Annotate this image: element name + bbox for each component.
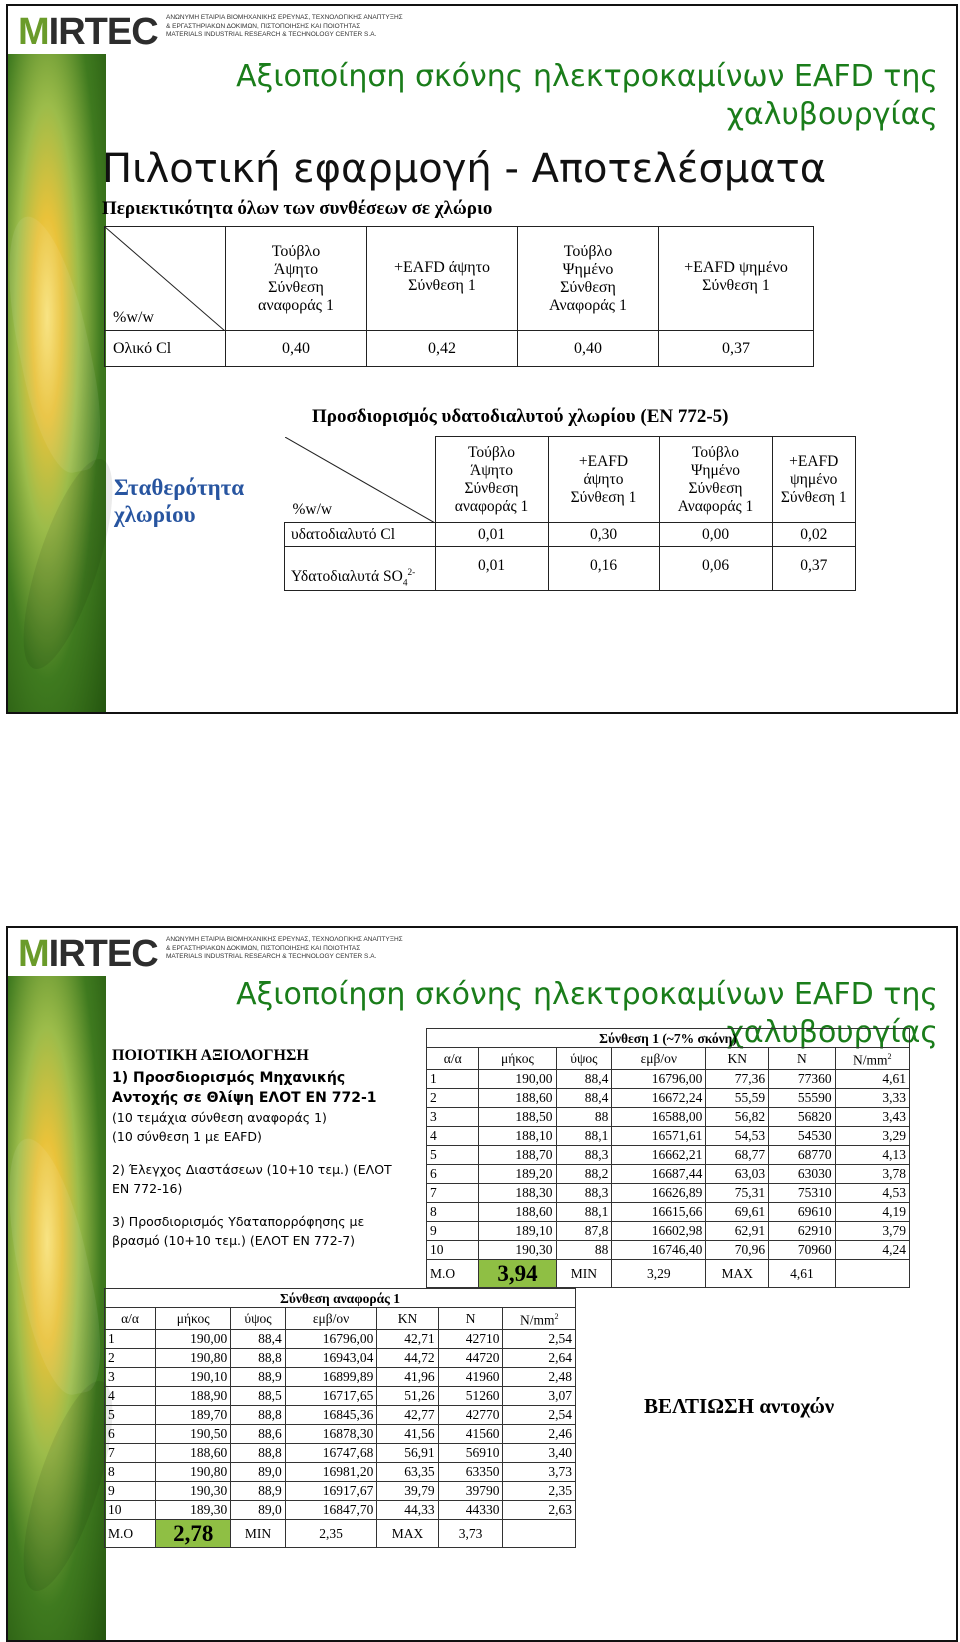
table-cell: 16662,21 xyxy=(612,1145,706,1164)
table-cell: 88,8 xyxy=(231,1348,285,1367)
column-header: $N/mm^2$ xyxy=(835,1048,909,1070)
table-cell: 2,46 xyxy=(503,1424,576,1443)
table-cell: 70,96 xyxy=(706,1240,769,1259)
table-cell: 3,73 xyxy=(503,1462,576,1481)
table-cell: 16878,30 xyxy=(285,1424,377,1443)
max-label: MAX xyxy=(377,1519,438,1547)
table-cell: 16747,68 xyxy=(285,1443,377,1462)
table-cell: 0,37 xyxy=(659,331,814,367)
table-caption: Σύνθεση 1 (~7% σκόνη) xyxy=(427,1029,910,1048)
table-cell: 88 xyxy=(556,1240,612,1259)
table-cell: 188,10 xyxy=(479,1126,556,1145)
topic-title: Αξιοποίηση σκόνης ηλεκτροκαμίνων EAFD της χαλυβουργίας xyxy=(236,977,938,1050)
table-cell: 0,01 xyxy=(435,547,548,591)
table-row xyxy=(427,1221,910,1240)
column-header: α/α xyxy=(427,1048,479,1070)
total-chlorine-table xyxy=(104,226,814,367)
mirtec-logo: MIRTEC xyxy=(18,11,158,53)
table-cell: 3,78 xyxy=(835,1164,909,1183)
table-cell: 89,0 xyxy=(231,1500,285,1519)
table-cell: 42,77 xyxy=(377,1405,438,1424)
min-value: 3,29 xyxy=(612,1259,706,1287)
table-row xyxy=(427,1240,910,1259)
table-cell: 88,9 xyxy=(231,1367,285,1386)
table-cell: 6 xyxy=(105,1424,156,1443)
table-cell: 4 xyxy=(105,1386,156,1405)
evaluation-heading: ΠΟΙΟΤΙΚΗ ΑΞΙΟΛΟΓΗΣΗ xyxy=(112,1047,309,1064)
table-cell: 88,8 xyxy=(231,1405,285,1424)
page-title: Πιλοτική εφαρμογή - Αποτελέσματα xyxy=(102,146,827,192)
table-row xyxy=(105,1405,576,1424)
decorative-leaf-background xyxy=(8,976,106,1640)
table-cell: 190,80 xyxy=(156,1462,231,1481)
table-cell: 188,50 xyxy=(479,1107,556,1126)
table-cell: 8 xyxy=(105,1462,156,1481)
table-cell: 4,24 xyxy=(835,1240,909,1259)
table-cell: 88 xyxy=(556,1107,612,1126)
table-cell: 88,4 xyxy=(556,1069,612,1088)
table-cell: 0,40 xyxy=(518,331,659,367)
table-row xyxy=(427,1107,910,1126)
table-header-cell: +EAFD άψητο Σύνθεση 1 xyxy=(548,437,659,523)
table-header-cell: +EAFD άψητο Σύνθεση 1 xyxy=(367,227,518,331)
table-cell: 3,33 xyxy=(835,1088,909,1107)
table-cell: 3,79 xyxy=(835,1221,909,1240)
item-1-title: 1) Προσδιορισμός Μηχανικής xyxy=(112,1070,346,1086)
table-cell: 4,61 xyxy=(835,1069,909,1088)
column-header: N xyxy=(769,1048,835,1070)
table-cell: 88,1 xyxy=(556,1202,612,1221)
row-label: Υδατοδιαλυτά $SO_4^{2-}$ xyxy=(285,547,436,591)
table-cell: 16847,70 xyxy=(285,1500,377,1519)
column-header: μήκος xyxy=(156,1308,231,1330)
evaluation-text xyxy=(112,1046,412,1250)
topic-title: Αξιοποίηση σκόνης ηλεκτροκαμίνων EAFD της χαλυβουργίας xyxy=(236,59,938,132)
table-cell: 44,33 xyxy=(377,1500,438,1519)
table-cell: 0,01 xyxy=(435,523,548,547)
table-cell: 63350 xyxy=(438,1462,503,1481)
table-cell: 0,16 xyxy=(548,547,659,591)
table-cell: 16571,61 xyxy=(612,1126,706,1145)
table-cell: 41,96 xyxy=(377,1367,438,1386)
table-cell: 44,72 xyxy=(377,1348,438,1367)
table-cell: 63030 xyxy=(769,1164,835,1183)
table-cell: 5 xyxy=(105,1405,156,1424)
mo-label: M.O xyxy=(427,1259,479,1287)
column-header: N xyxy=(438,1308,503,1330)
table-cell: 16588,00 xyxy=(612,1107,706,1126)
min-label: MIN xyxy=(231,1519,285,1547)
slide-2 xyxy=(6,926,958,1642)
row-label: Ολικό Cl xyxy=(105,331,226,367)
table-cell: 2,54 xyxy=(503,1329,576,1348)
table-cell: 56910 xyxy=(438,1443,503,1462)
table-cell: 16687,44 xyxy=(612,1164,706,1183)
table-row xyxy=(105,1500,576,1519)
table-cell: 189,30 xyxy=(156,1500,231,1519)
table-cell: 69610 xyxy=(769,1202,835,1221)
table-cell: 68,77 xyxy=(706,1145,769,1164)
table-row xyxy=(105,1386,576,1405)
table-cell: 39,79 xyxy=(377,1481,438,1500)
table-cell: 16717,65 xyxy=(285,1386,377,1405)
table-header-cell: +EAFD ψημένο Σύνθεση 1 xyxy=(659,227,814,331)
table-cell: 1 xyxy=(105,1329,156,1348)
table-cell: 16626,89 xyxy=(612,1183,706,1202)
table-cell: 189,10 xyxy=(479,1221,556,1240)
column-header: $N/mm^2$ xyxy=(503,1308,576,1330)
table-cell: 75310 xyxy=(769,1183,835,1202)
table-cell: 70960 xyxy=(769,1240,835,1259)
min-value: 2,35 xyxy=(285,1519,377,1547)
table-header-cell: Τούβλο Ψημένο Σύνθεση Αναφοράς 1 xyxy=(518,227,659,331)
table-cell: 6 xyxy=(427,1164,479,1183)
table-row xyxy=(105,1329,576,1348)
table-cell: 190,80 xyxy=(156,1348,231,1367)
table-cell: 9 xyxy=(105,1481,156,1500)
table-cell: 3,43 xyxy=(835,1107,909,1126)
row-label: υδατοδιαλυτό Cl xyxy=(285,523,436,547)
table-row xyxy=(105,1367,576,1386)
table-cell: 1 xyxy=(427,1069,479,1088)
table-cell: 88,9 xyxy=(231,1481,285,1500)
table-cell: 62910 xyxy=(769,1221,835,1240)
table-cell: 88,4 xyxy=(231,1329,285,1348)
column-header: μήκος xyxy=(479,1048,556,1070)
table-cell: 16917,67 xyxy=(285,1481,377,1500)
table-cell: 62,91 xyxy=(706,1221,769,1240)
table-cell: 89,0 xyxy=(231,1462,285,1481)
table-row xyxy=(105,1481,576,1500)
table-cell: 0,40 xyxy=(226,331,367,367)
table-header-cell: Τούβλο Άψητο Σύνθεση αναφοράς 1 xyxy=(435,437,548,523)
table-cell: 188,60 xyxy=(156,1443,231,1462)
column-header: KN xyxy=(706,1048,769,1070)
mean-value: 3,94 xyxy=(479,1259,556,1287)
mirtec-logo: MIRTEC xyxy=(18,933,158,975)
table-cell: 188,70 xyxy=(479,1145,556,1164)
section-title: Προσδιορισμός υδατοδιαλυτού χλωρίου (ΕΝ 772-5) xyxy=(312,406,729,427)
table-cell: 4,13 xyxy=(835,1145,909,1164)
table-cell: 54530 xyxy=(769,1126,835,1145)
table-row xyxy=(427,1069,910,1088)
table-row xyxy=(427,1126,910,1145)
decorative-leaf-background xyxy=(8,54,106,712)
table-cell: 54,53 xyxy=(706,1126,769,1145)
table-cell: 63,35 xyxy=(377,1462,438,1481)
max-value: 3,73 xyxy=(438,1519,503,1547)
table-row xyxy=(427,1202,910,1221)
table-cell: 88,3 xyxy=(556,1183,612,1202)
table-cell: 4,53 xyxy=(835,1183,909,1202)
empty-cell xyxy=(503,1519,576,1547)
table-row xyxy=(427,1183,910,1202)
table-cell: 2,64 xyxy=(503,1348,576,1367)
table-cell: 88,1 xyxy=(556,1126,612,1145)
table-cell: 10 xyxy=(105,1500,156,1519)
table-cell: 41,56 xyxy=(377,1424,438,1443)
table-corner-cell: %w/w xyxy=(105,227,226,331)
summary-row xyxy=(105,1519,576,1547)
table-cell: 42710 xyxy=(438,1329,503,1348)
table-corner-cell: %w/w xyxy=(285,437,436,523)
max-value: 4,61 xyxy=(769,1259,835,1287)
table-cell: 189,20 xyxy=(479,1164,556,1183)
improvement-label: ΒΕΛΤΙΩΣΗ αντοχών xyxy=(644,1394,835,1418)
table-cell: 7 xyxy=(105,1443,156,1462)
table-cell: 4,19 xyxy=(835,1202,909,1221)
column-header: εμβ/ον xyxy=(612,1048,706,1070)
table-cell: 51,26 xyxy=(377,1386,438,1405)
table-cell: 77,36 xyxy=(706,1069,769,1088)
item-2: 2) Έλεγχος Διαστάσεων (10+10 τεμ.) (ΕΛΟΤ xyxy=(112,1162,392,1177)
table-cell: 69,61 xyxy=(706,1202,769,1221)
table-cell: 44720 xyxy=(438,1348,503,1367)
table-cell: 2,63 xyxy=(503,1500,576,1519)
table-cell: 88,5 xyxy=(231,1386,285,1405)
table-cell: 75,31 xyxy=(706,1183,769,1202)
table-cell: 88,8 xyxy=(231,1443,285,1462)
empty-cell xyxy=(835,1259,909,1287)
table-row xyxy=(105,1443,576,1462)
table-cell: 16981,20 xyxy=(285,1462,377,1481)
table-cell: 190,00 xyxy=(479,1069,556,1088)
table-cell: 2,54 xyxy=(503,1405,576,1424)
column-header: εμβ/ον xyxy=(285,1308,377,1330)
table-cell: 4 xyxy=(427,1126,479,1145)
table-cell: 2,35 xyxy=(503,1481,576,1500)
table-cell: 16672,24 xyxy=(612,1088,706,1107)
column-header: ύψος xyxy=(231,1308,285,1330)
table-cell: 190,50 xyxy=(156,1424,231,1443)
mo-label: M.O xyxy=(105,1519,156,1547)
table-cell: 41560 xyxy=(438,1424,503,1443)
organization-text: ΑΝΩΝΥΜΗ ΕΤΑΙΡΙΑ ΒΙΟΜΗΧΑΝΙΚΗΣ ΕΡΕΥΝΑΣ, ΤΕΧΝΟΛΟΓΙΚΗΣ ΑΝΑΠΤΥΞΗΣ & ΕΡΓΑΣΤΗΡΙΑΚΩΝ ΔΟΚΙΜΩΝ, ΠΙΣΤΟΠΟΙΗΣΗΣ ΚΑΙ ΠΟΙΟΤΗΤΑΣ MATERIALS INDUSTRIAL RESEARCH & TECHNOLOGY CENTER S.A. xyxy=(166,936,403,960)
item-1-note: (10 σύνθεση 1 με EAFD) xyxy=(112,1129,262,1144)
table-row xyxy=(427,1088,910,1107)
water-soluble-chlorine-table xyxy=(284,436,856,591)
table-cell: 188,60 xyxy=(479,1088,556,1107)
table-cell: 10 xyxy=(427,1240,479,1259)
table-cell: 3,40 xyxy=(503,1443,576,1462)
table-cell: 16943,04 xyxy=(285,1348,377,1367)
table-cell: 7 xyxy=(427,1183,479,1202)
summary-row xyxy=(427,1259,910,1287)
table-cell: 55,59 xyxy=(706,1088,769,1107)
table-header-cell: Τούβλο Άψητο Σύνθεση αναφοράς 1 xyxy=(226,227,367,331)
reference-compression-table xyxy=(104,1288,576,1548)
table-cell: 190,30 xyxy=(479,1240,556,1259)
table-header-cell: Τούβλο Ψημένο Σύνθεση Αναφοράς 1 xyxy=(659,437,772,523)
table-cell: 56820 xyxy=(769,1107,835,1126)
table-cell: 188,90 xyxy=(156,1386,231,1405)
table-row xyxy=(427,1145,910,1164)
table-cell: 2,48 xyxy=(503,1367,576,1386)
table-cell: 55590 xyxy=(769,1088,835,1107)
max-label: MAX xyxy=(706,1259,769,1287)
table-cell: 56,82 xyxy=(706,1107,769,1126)
table-cell: 188,60 xyxy=(479,1202,556,1221)
table-cell: 16796,00 xyxy=(612,1069,706,1088)
table-cell: 9 xyxy=(427,1221,479,1240)
column-header: KN xyxy=(377,1308,438,1330)
side-label: Σταθερότητα χλωρίου xyxy=(114,475,245,527)
item-3: 3) Προσδιορισμός Υδαταπορρόφησης με xyxy=(112,1214,365,1229)
table-cell: 56,91 xyxy=(377,1443,438,1462)
table-cell: 3 xyxy=(427,1107,479,1126)
table-cell: 5 xyxy=(427,1145,479,1164)
table-cell: 68770 xyxy=(769,1145,835,1164)
table-cell: 16796,00 xyxy=(285,1329,377,1348)
table-cell: 0,00 xyxy=(659,523,772,547)
table-cell: 0,06 xyxy=(659,547,772,591)
table-cell: 88,6 xyxy=(231,1424,285,1443)
table-cell: 190,00 xyxy=(156,1329,231,1348)
table-cell: 2 xyxy=(427,1088,479,1107)
column-header: α/α xyxy=(105,1308,156,1330)
table-cell: 0,42 xyxy=(367,331,518,367)
eafd-compression-table xyxy=(426,1028,910,1288)
table-cell: 42770 xyxy=(438,1405,503,1424)
table-cell: 41960 xyxy=(438,1367,503,1386)
table-row xyxy=(427,1164,910,1183)
table-row xyxy=(105,1348,576,1367)
table-cell: 0,30 xyxy=(548,523,659,547)
table-cell: 16615,66 xyxy=(612,1202,706,1221)
min-label: MIN xyxy=(556,1259,612,1287)
table-cell: 16845,36 xyxy=(285,1405,377,1424)
slide-1 xyxy=(6,4,958,714)
table-cell: 0,37 xyxy=(772,547,856,591)
table-cell: 44330 xyxy=(438,1500,503,1519)
table-cell: 42,71 xyxy=(377,1329,438,1348)
table-cell: 16899,89 xyxy=(285,1367,377,1386)
mean-value: 2,78 xyxy=(156,1519,231,1547)
table-cell: 88,4 xyxy=(556,1088,612,1107)
table-row xyxy=(105,1462,576,1481)
organization-text: ΑΝΩΝΥΜΗ ΕΤΑΙΡΙΑ ΒΙΟΜΗΧΑΝΙΚΗΣ ΕΡΕΥΝΑΣ, ΤΕΧΝΟΛΟΓΙΚΗΣ ΑΝΑΠΤΥΞΗΣ & ΕΡΓΑΣΤΗΡΙΑΚΩΝ ΔΟΚΙΜΩΝ, ΠΙΣΤΟΠΟΙΗΣΗΣ ΚΑΙ ΠΟΙΟΤΗΤΑΣ MATERIALS INDUSTRIAL RESEARCH & TECHNOLOGY CENTER S.A. xyxy=(166,14,403,38)
table-cell: 16602,98 xyxy=(612,1221,706,1240)
table-cell: 88,2 xyxy=(556,1164,612,1183)
table-cell: 3,07 xyxy=(503,1386,576,1405)
table-header-cell: +EAFD ψημένο Σύνθεση 1 xyxy=(772,437,856,523)
table-cell: 189,70 xyxy=(156,1405,231,1424)
table-cell: 39790 xyxy=(438,1481,503,1500)
table-caption: Σύνθεση αναφοράς 1 xyxy=(105,1289,576,1308)
page-subtitle: Περιεκτικότητα όλων των συνθέσεων σε χλώριο xyxy=(102,198,493,219)
table-cell: 3,29 xyxy=(835,1126,909,1145)
table-cell: 190,30 xyxy=(156,1481,231,1500)
table-cell: 3 xyxy=(105,1367,156,1386)
table-cell: 87,8 xyxy=(556,1221,612,1240)
table-cell: 63,03 xyxy=(706,1164,769,1183)
table-cell: 188,30 xyxy=(479,1183,556,1202)
table-cell: 190,10 xyxy=(156,1367,231,1386)
item-1-note: (10 τεμάχια σύνθεση αναφοράς 1) xyxy=(112,1110,327,1125)
table-row xyxy=(105,1424,576,1443)
item-3: βρασμό (10+10 τεμ.) (ΕΛΟΤ ΕΝ 772-7) xyxy=(112,1233,356,1248)
column-header: ύψος xyxy=(556,1048,612,1070)
table-cell: 51260 xyxy=(438,1386,503,1405)
table-cell: 2 xyxy=(105,1348,156,1367)
table-cell: 16746,40 xyxy=(612,1240,706,1259)
table-cell: 77360 xyxy=(769,1069,835,1088)
item-2: ΕΝ 772-16) xyxy=(112,1181,183,1196)
table-cell: 88,3 xyxy=(556,1145,612,1164)
table-cell: 0,02 xyxy=(772,523,856,547)
item-1-title: Αντοχής σε Θλίψη ΕΛΟΤ ΕΝ 772-1 xyxy=(112,1090,377,1106)
table-cell: 8 xyxy=(427,1202,479,1221)
